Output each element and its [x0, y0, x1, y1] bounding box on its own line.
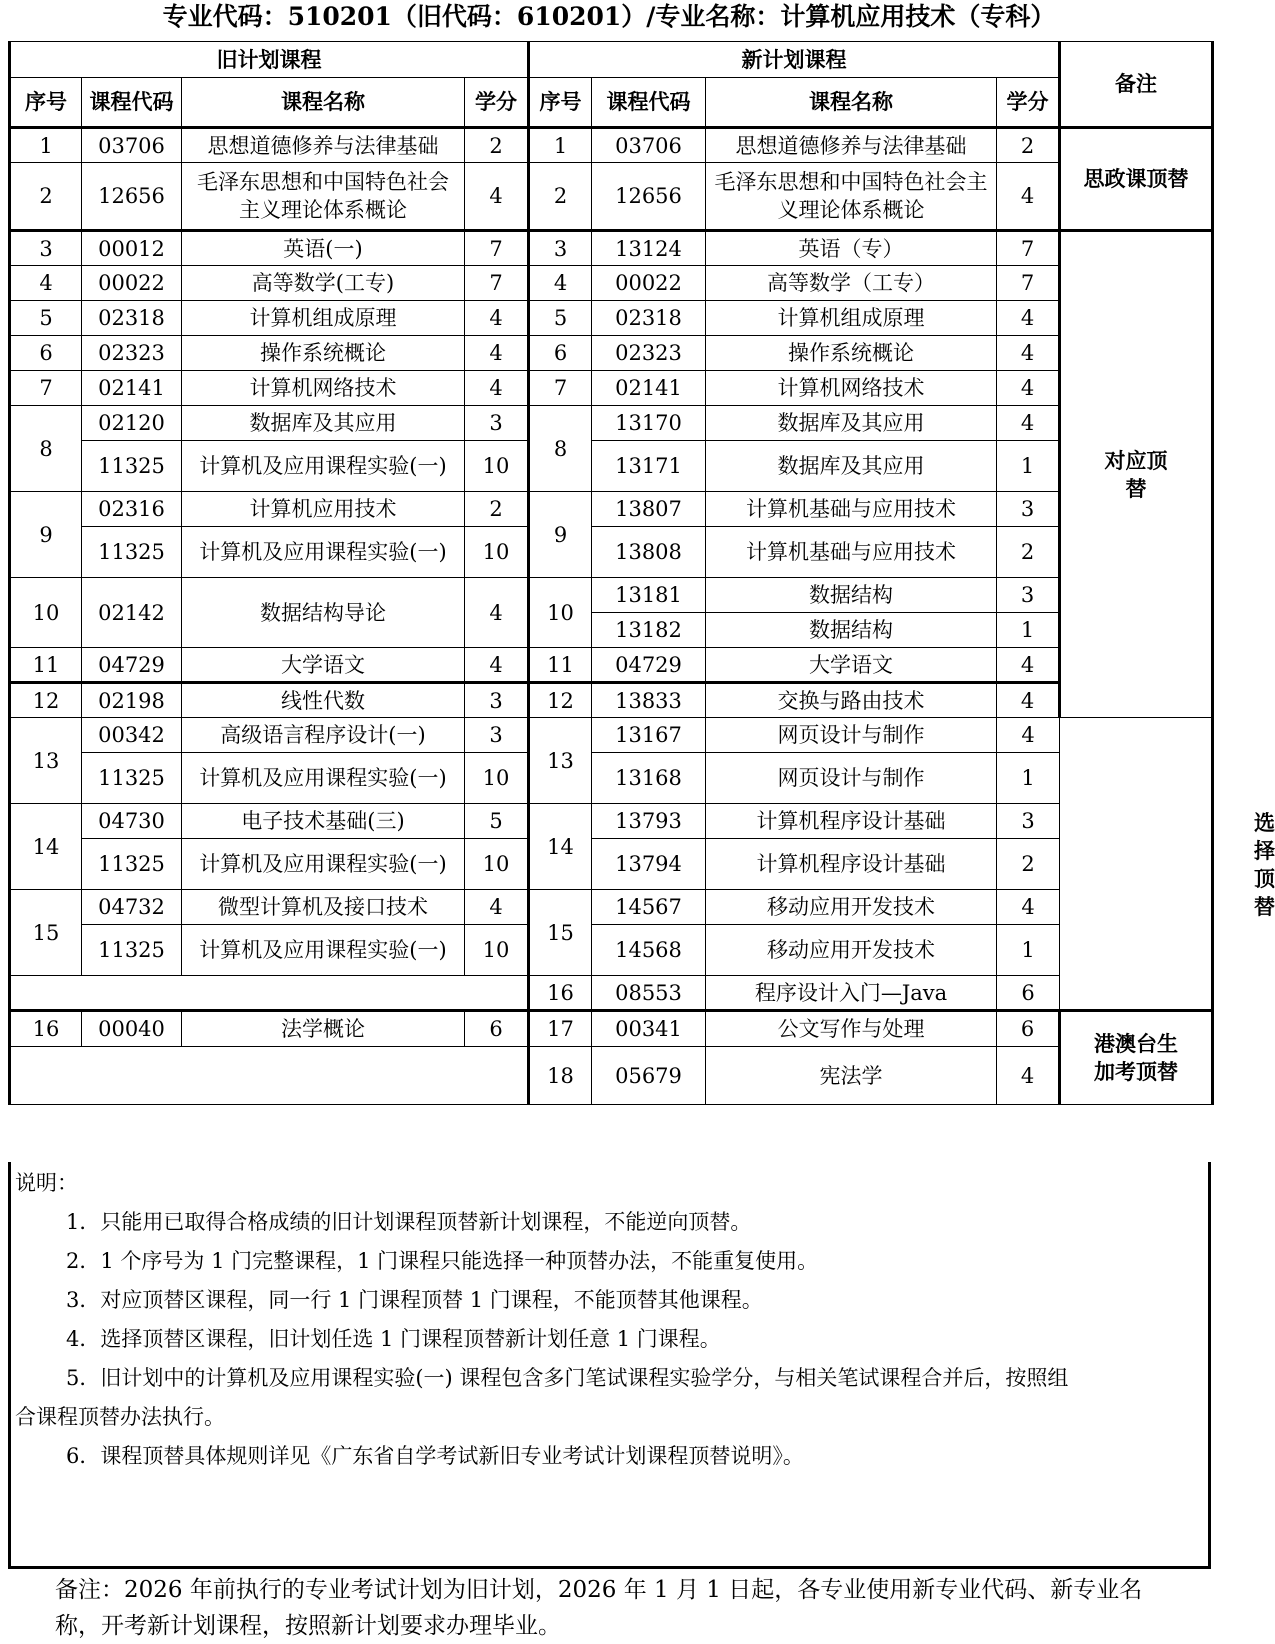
new-name: 公文写作与处理: [706, 1011, 997, 1047]
new-credit: 4: [997, 301, 1060, 336]
table-row: [10, 301, 1213, 336]
new-code: 00022: [592, 266, 706, 301]
new-code: 13181: [592, 578, 706, 613]
old-credit: 5: [465, 804, 529, 839]
old-name: 计算机网络技术: [182, 371, 465, 406]
new-seq: 5: [529, 301, 592, 336]
new-code: 13182: [592, 613, 706, 648]
old-name: 高等数学(工专): [182, 266, 465, 301]
table-row: [10, 925, 1213, 976]
new-code: 03706: [592, 128, 706, 163]
old-name: 法学概论: [182, 1011, 465, 1047]
new-code-header: 课程代码: [592, 78, 706, 128]
table-row: [10, 839, 1213, 890]
table-row: [10, 804, 1213, 839]
new-name: 思想道德修养与法律基础: [706, 128, 997, 163]
table-row: [10, 336, 1213, 371]
old-credit: 4: [465, 648, 529, 683]
old-seq: 16: [10, 1011, 82, 1047]
remark-group1: 思政课顶替: [1060, 128, 1213, 231]
old-code: 02120: [82, 406, 182, 441]
old-code: 02318: [82, 301, 182, 336]
old-credit: 4: [465, 163, 529, 231]
old-credit: 3: [465, 683, 529, 718]
old-credit: 7: [465, 266, 529, 301]
old-plan-header: 旧计划课程: [10, 42, 529, 78]
new-code: 13170: [592, 406, 706, 441]
table-row: [10, 266, 1213, 301]
new-seq: 1: [529, 128, 592, 163]
table-row: [10, 163, 1213, 231]
old-seq: 8: [10, 406, 82, 492]
note-item-continued: 合课程顶替办法执行。: [15, 1405, 225, 1429]
old-name: 电子技术基础(三): [182, 804, 465, 839]
new-name: 宪法学: [706, 1047, 997, 1105]
old-credit: 4: [465, 336, 529, 371]
new-credit: 1: [997, 613, 1060, 648]
old-code: 12656: [82, 163, 182, 231]
new-code: 04729: [592, 648, 706, 683]
old-code: 00342: [82, 718, 182, 753]
old-code: 02323: [82, 336, 182, 371]
table-row: [10, 578, 1213, 613]
new-seq: 16: [529, 976, 592, 1011]
new-name: 数据结构: [706, 578, 997, 613]
old-name: 计算机应用技术: [182, 492, 465, 527]
new-code: 13833: [592, 683, 706, 718]
remark-group4: 港澳台生加考顶替: [1060, 1011, 1213, 1105]
table-row: [10, 406, 1213, 441]
new-credit: 4: [997, 648, 1060, 683]
table-row: [10, 648, 1213, 683]
new-plan-header: 新计划课程: [529, 42, 1060, 78]
old-credit-header: 学分: [465, 78, 529, 128]
old-name: 线性代数: [182, 683, 465, 718]
table-row: [10, 128, 1213, 163]
table-row: [10, 1047, 1213, 1105]
new-code: 13793: [592, 804, 706, 839]
new-credit-header: 学分: [997, 78, 1060, 128]
note-item: 6．课程顶替具体规则详见《广东省自学考试新旧专业考试计划课程顶替说明》。: [66, 1444, 804, 1468]
table-row: [10, 890, 1213, 925]
old-code: 04729: [82, 648, 182, 683]
old-name-header: 课程名称: [182, 78, 465, 128]
new-seq: 12: [529, 683, 592, 718]
new-credit: 2: [997, 527, 1060, 578]
old-credit: 10: [465, 527, 529, 578]
new-seq: 14: [529, 804, 592, 890]
new-code: 13171: [592, 441, 706, 492]
new-code: 13794: [592, 839, 706, 890]
new-credit: 3: [997, 492, 1060, 527]
old-code: 00040: [82, 1011, 182, 1047]
old-seq: 2: [10, 163, 82, 231]
new-credit: 4: [997, 890, 1060, 925]
table-row: [10, 231, 1213, 266]
new-seq: 3: [529, 231, 592, 266]
old-credit: 10: [465, 753, 529, 804]
old-seq: 9: [10, 492, 82, 578]
old-name: 英语(一): [182, 231, 465, 266]
new-code: 12656: [592, 163, 706, 231]
new-name: 计算机组成原理: [706, 301, 997, 336]
new-credit: 7: [997, 231, 1060, 266]
new-name: 操作系统概论: [706, 336, 997, 371]
old-credit: 10: [465, 441, 529, 492]
new-seq: 9: [529, 492, 592, 578]
new-name: 计算机网络技术: [706, 371, 997, 406]
new-code: 14567: [592, 890, 706, 925]
table-row: [10, 1011, 1213, 1047]
new-credit: 4: [997, 406, 1060, 441]
old-seq: 10: [10, 578, 82, 648]
new-credit: 4: [997, 371, 1060, 406]
new-seq: 2: [529, 163, 592, 231]
old-seq: 6: [10, 336, 82, 371]
old-seq: 12: [10, 683, 82, 718]
old-credit: 10: [465, 925, 529, 976]
new-credit: 3: [997, 804, 1060, 839]
old-seq-header: 序号: [10, 78, 82, 128]
old-code: 03706: [82, 128, 182, 163]
new-credit: 4: [997, 163, 1060, 231]
old-name: 高级语言程序设计(一): [182, 718, 465, 753]
course-substitution-table: [8, 41, 1275, 1105]
old-name: 计算机组成原理: [182, 301, 465, 336]
old-code: 11325: [82, 441, 182, 492]
new-name: 网页设计与制作: [706, 753, 997, 804]
old-seq: 7: [10, 371, 82, 406]
note-item: 2．1 个序号为 1 门完整课程，1 门课程只能选择一种顶替办法，不能重复使用。: [66, 1249, 819, 1273]
old-seq: 15: [10, 890, 82, 976]
old-code: 04732: [82, 890, 182, 925]
new-seq: 15: [529, 890, 592, 976]
old-credit: 4: [465, 371, 529, 406]
table-row: [10, 492, 1213, 527]
new-credit: 2: [997, 839, 1060, 890]
old-code: 11325: [82, 527, 182, 578]
new-code: 00341: [592, 1011, 706, 1047]
new-seq-header: 序号: [529, 78, 592, 128]
new-name: 计算机基础与应用技术: [706, 492, 997, 527]
new-seq: 11: [529, 648, 592, 683]
table-row: [10, 441, 1213, 492]
old-credit: 2: [465, 492, 529, 527]
note-item: 5．旧计划中的计算机及应用课程实验(一) 课程包含多门笔试课程实验学分，与相关笔试课程合并后，按照组: [66, 1366, 1069, 1390]
old-credit: 4: [465, 301, 529, 336]
new-seq: 13: [529, 718, 592, 804]
old-seq: 13: [10, 718, 82, 804]
new-name: 程序设计入门—Java: [706, 976, 997, 1011]
remark-header: 备注: [1060, 42, 1213, 128]
old-credit: 4: [465, 578, 529, 648]
empty-cell: [10, 976, 529, 1011]
new-name-header: 课程名称: [706, 78, 997, 128]
table-row: [10, 371, 1213, 406]
new-name: 毛泽东思想和中国特色社会主义理论体系概论: [706, 163, 997, 231]
old-name: 毛泽东思想和中国特色社会主义理论体系概论: [182, 163, 465, 231]
old-name: 思想道德修养与法律基础: [182, 128, 465, 163]
table-row: [10, 976, 1213, 1011]
old-code: 02141: [82, 371, 182, 406]
old-code: 02316: [82, 492, 182, 527]
new-credit: 1: [997, 753, 1060, 804]
new-seq: 18: [529, 1047, 592, 1105]
new-credit: 1: [997, 441, 1060, 492]
new-credit: 4: [997, 1047, 1060, 1105]
old-name: 计算机及应用课程实验(一): [182, 441, 465, 492]
new-credit: 4: [997, 718, 1060, 753]
old-seq: 1: [10, 128, 82, 163]
new-name: 网页设计与制作: [706, 718, 997, 753]
new-code: 08553: [592, 976, 706, 1011]
notes-section: [8, 1162, 1211, 1569]
old-name: 操作系统概论: [182, 336, 465, 371]
note-item: 3．对应顶替区课程，同一行 1 门课程顶替 1 门课程，不能顶替其他课程。: [66, 1288, 763, 1312]
old-seq: 4: [10, 266, 82, 301]
notes-heading: 说明：: [15, 1171, 78, 1195]
old-code: 02142: [82, 578, 182, 648]
new-credit: 1: [997, 925, 1060, 976]
table-row: [10, 753, 1213, 804]
old-seq: 11: [10, 648, 82, 683]
new-name: 计算机程序设计基础: [706, 804, 997, 839]
new-code: 13168: [592, 753, 706, 804]
old-code-header: 课程代码: [82, 78, 182, 128]
old-code: 11325: [82, 753, 182, 804]
new-seq: 4: [529, 266, 592, 301]
old-credit: 10: [465, 839, 529, 890]
new-code: 13167: [592, 718, 706, 753]
old-seq: 5: [10, 301, 82, 336]
new-name: 交换与路由技术: [706, 683, 997, 718]
new-credit: 6: [997, 1011, 1060, 1047]
note-item: 1．只能用已取得合格成绩的旧计划课程顶替新计划课程，不能逆向顶替。: [66, 1210, 752, 1234]
new-seq: 7: [529, 371, 592, 406]
old-code: 11325: [82, 925, 182, 976]
new-credit: 3: [997, 578, 1060, 613]
table-row: [10, 718, 1213, 753]
old-seq: 3: [10, 231, 82, 266]
table-row: 12 02198 线性代数 3 12 13833 交换与路由技术 4 选择顶替: [10, 683, 1213, 718]
new-credit: 4: [997, 683, 1060, 718]
new-name: 移动应用开发技术: [706, 925, 997, 976]
new-code: 13124: [592, 231, 706, 266]
old-credit: 7: [465, 231, 529, 266]
old-code: 11325: [82, 839, 182, 890]
new-seq: 6: [529, 336, 592, 371]
old-name: 计算机及应用课程实验(一): [182, 753, 465, 804]
new-code: 13807: [592, 492, 706, 527]
new-name: 数据库及其应用: [706, 441, 997, 492]
old-name: 微型计算机及接口技术: [182, 890, 465, 925]
new-seq: 17: [529, 1011, 592, 1047]
old-credit: 6: [465, 1011, 529, 1047]
old-name: 计算机及应用课程实验(一): [182, 839, 465, 890]
old-name: 计算机及应用课程实验(一): [182, 925, 465, 976]
new-name: 计算机基础与应用技术: [706, 527, 997, 578]
new-credit: 7: [997, 266, 1060, 301]
new-credit: 2: [997, 128, 1060, 163]
new-code: 14568: [592, 925, 706, 976]
old-credit: 4: [465, 890, 529, 925]
new-credit: 6: [997, 976, 1060, 1011]
old-name: 数据库及其应用: [182, 406, 465, 441]
new-name: 高等数学（工专）: [706, 266, 997, 301]
old-credit: 3: [465, 718, 529, 753]
old-name: 计算机及应用课程实验(一): [182, 527, 465, 578]
note-item: 4．选择顶替区课程，旧计划任选 1 门课程顶替新计划任意 1 门课程。: [66, 1327, 721, 1351]
footer-remark: 备注：2026 年前执行的专业考试计划为旧计划，2026 年 1 月 1 日起，各专业使用新专业代码、新专业名称，开考新计划课程，按照新计划要求办理毕业。: [55, 1577, 1143, 1639]
new-name: 数据结构: [706, 613, 997, 648]
old-code: 00022: [82, 266, 182, 301]
old-name: 大学语文: [182, 648, 465, 683]
new-code: 02318: [592, 301, 706, 336]
new-code: 13808: [592, 527, 706, 578]
new-seq: 10: [529, 578, 592, 648]
old-code: 04730: [82, 804, 182, 839]
old-credit: 3: [465, 406, 529, 441]
old-credit: 2: [465, 128, 529, 163]
new-seq: 8: [529, 406, 592, 492]
new-code: 02141: [592, 371, 706, 406]
new-name: 移动应用开发技术: [706, 890, 997, 925]
empty-cell: [10, 1047, 529, 1105]
new-credit: 4: [997, 336, 1060, 371]
table-row: [10, 527, 1213, 578]
new-name: 大学语文: [706, 648, 997, 683]
old-seq: 14: [10, 804, 82, 890]
new-code: 02323: [592, 336, 706, 371]
old-code: 00012: [82, 231, 182, 266]
new-name: 数据库及其应用: [706, 406, 997, 441]
new-name: 英语（专）: [706, 231, 997, 266]
old-name: 数据结构导论: [182, 578, 465, 648]
old-code: 02198: [82, 683, 182, 718]
new-code: 05679: [592, 1047, 706, 1105]
remark-group2: 对应顶替: [1060, 231, 1213, 718]
page-title: 专业代码：510201（旧代码：610201）/专业名称：计算机应用技术（专科）: [162, 2, 1056, 31]
new-name: 计算机程序设计基础: [706, 839, 997, 890]
